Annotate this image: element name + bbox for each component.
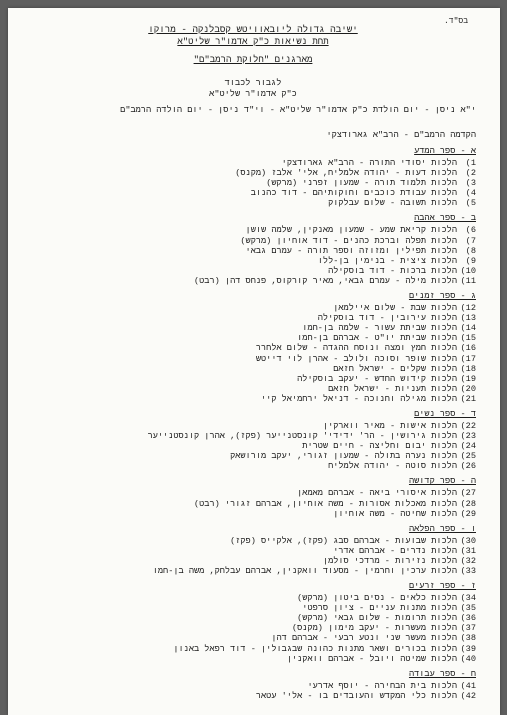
title-organizers: מארגנים "חלוקת הרמב"ם"	[193, 55, 313, 65]
document-body	[30, 16, 476, 701]
item-number: 30)	[460, 535, 476, 546]
list-item	[30, 451, 476, 461]
item-text: הלכות גירושין - הר' ידידי' קונסטנייער (פקז), אהרן קונסטנייער	[147, 431, 457, 442]
list-item	[30, 168, 476, 178]
section-heading	[30, 524, 476, 535]
section-heading	[30, 476, 476, 487]
section-heading-text: ג - ספר זמנים	[408, 291, 476, 302]
item-text: הלכות קריאת שמע - שמעון מאנקין, שלמה שושן	[245, 225, 457, 236]
item-number: 32)	[460, 555, 476, 566]
item-text: הלכות עירובין - דוד בוסקילה	[317, 313, 457, 324]
list-item	[30, 654, 476, 664]
item-number: 4)	[465, 188, 476, 199]
item-text: הלכות בכורים ושאר מתנות כהונה שבגבולין - דוד רפאל באנון	[173, 643, 457, 654]
list-item	[30, 691, 476, 701]
list-item	[30, 394, 476, 404]
list-item	[30, 303, 476, 313]
dates-line: י"א ניסן - יום הולדת כ"ק אדמו"ר שליט"א - וי"ד ניסן - יום הולדה הרמב"ם	[120, 105, 476, 115]
item-number: 8)	[465, 245, 476, 256]
item-text: הלכות תפלה וברכת כהנים - דוד אוחיון (מרקש)	[240, 235, 457, 246]
section-items	[30, 536, 476, 576]
item-number: 9)	[465, 255, 476, 266]
list-item	[30, 354, 476, 364]
honor-line-2: כ"ק אדמו"ר שליט"א	[209, 89, 297, 99]
item-text: הלכות מילה - עמרם גבאי, מאיר קורקוס, פנחס דהן (רבט)	[193, 275, 457, 286]
item-text: הלכות יסודי התורה - הרב"א גארודצקי	[281, 158, 457, 168]
section-heading	[30, 669, 476, 680]
list-item	[30, 158, 476, 168]
item-text: הלכות בית הבחירה - יוסף אדרעי	[307, 680, 457, 691]
list-item	[30, 488, 476, 498]
item-text: הלכות מתנות עניים - ציון סרפטי	[302, 603, 457, 614]
section-heading	[30, 291, 476, 302]
section-items	[30, 225, 476, 286]
section-heading	[30, 409, 476, 420]
item-number: 17)	[460, 353, 476, 364]
item-number: 40)	[460, 653, 476, 664]
list-item	[30, 633, 476, 643]
item-text: הלכות ציצית - בנימין בן-ללו	[317, 255, 457, 266]
item-number: 11)	[460, 275, 476, 286]
item-text: הלכות תרומות - שלום גבאי (מרקש)	[297, 613, 457, 624]
list-item	[30, 225, 476, 235]
item-text: הלכות כלאים - נסים ביטון (מרקש)	[297, 593, 457, 604]
list-item	[30, 603, 476, 613]
item-text: הלכות שקלים - ישראל חזאם	[333, 363, 457, 374]
list-item	[30, 556, 476, 566]
section-heading-text: א - ספר המדע	[414, 146, 476, 156]
item-number: 31)	[460, 545, 476, 556]
list-item	[30, 374, 476, 384]
list-item	[30, 593, 476, 603]
list-item	[30, 246, 476, 256]
item-text: הלכות ערכין וחרמין - מסעוד וואקנין, אברהם עבלחק, משה בן-חמו	[152, 566, 457, 576]
item-text: הלכות ברכות - דוד בוסקילה	[328, 265, 457, 276]
item-number: 41)	[460, 680, 476, 691]
item-number: 28)	[460, 498, 476, 509]
item-number: 13)	[460, 313, 476, 324]
section-heading-text: ו - ספר הפלאה	[408, 523, 476, 534]
item-number: 37)	[460, 623, 476, 634]
list-item	[30, 441, 476, 451]
item-text: הלכות שבת - שלום איילמאן	[333, 303, 457, 314]
list-item	[30, 546, 476, 556]
list-item	[30, 681, 476, 691]
item-text: הלכות תשובה - שלום עבלקוק	[328, 198, 457, 209]
list-item	[30, 256, 476, 266]
item-number: 6)	[465, 225, 476, 236]
item-number: 2)	[465, 168, 476, 179]
list-item	[30, 178, 476, 188]
item-text: הלכות חמץ ומצה ונוסח ההגדה - שלום אלחרר	[255, 343, 457, 354]
intro-line: הקדמה הרמב"ם - הרב"א גארודצקי	[326, 130, 476, 140]
section-heading-text: ח - ספר עבודה	[408, 668, 476, 679]
section-items	[30, 421, 476, 471]
item-number: 20)	[460, 383, 476, 394]
item-number: 14)	[460, 323, 476, 334]
section-items	[30, 488, 476, 518]
item-text: הלכות נדרים - אברהם אדרי	[333, 545, 457, 556]
honor-line-1: לגבור לכבוד	[224, 78, 282, 88]
item-text: הלכות נזירות - מרדכי סולמן	[322, 555, 457, 566]
item-text: הלכות כלי המקדש והעובדים בו - אלי' עטאר	[255, 690, 457, 701]
item-number: 36)	[460, 613, 476, 624]
section-heading	[30, 146, 476, 157]
item-text: הלכות מעשרות - יעקב מימון (מקנס)	[291, 623, 457, 634]
item-number: 35)	[460, 603, 476, 614]
item-text: הלכות קידוש החדש - יעקב בוסקילה	[297, 373, 457, 384]
list-item	[30, 421, 476, 431]
item-number: 42)	[460, 690, 476, 701]
list-item	[30, 644, 476, 654]
item-number: 33)	[460, 566, 476, 576]
section-heading-text: ז - ספר זרעים	[408, 581, 476, 592]
item-text: הלכות דעות - יהודה אלמליח, אלי' אלבז (מקנס)	[235, 168, 457, 179]
item-text: הלכות אישות - מאיר ווארקין	[322, 420, 457, 431]
list-item	[30, 313, 476, 323]
item-number: 34)	[460, 593, 476, 604]
item-text: הלכות שביתת עשור - שלמה בן-חמו	[302, 323, 457, 334]
item-number: 39)	[460, 643, 476, 654]
item-text: הלכות סוטה - יהודה אלמליח	[328, 461, 457, 472]
list-item	[30, 343, 476, 353]
item-text: הלכות תפילין ומזוזה וספר תורה - עמרם גבאי	[245, 245, 457, 256]
list-item	[30, 499, 476, 509]
list-item	[30, 266, 476, 276]
item-text: הלכות שחיטה - משה אוחיון	[333, 508, 457, 519]
section-heading-text: ד - ספר נשים	[414, 408, 476, 419]
item-text: הלכות תעניות - ישראל חזאם	[328, 383, 457, 394]
item-number: 19)	[460, 373, 476, 384]
item-text: הלכות נערה בתולה - שמעון זגורי, יעקב מורושאק	[230, 451, 457, 462]
item-number: 7)	[465, 235, 476, 246]
bsd-mark: בס"ד.	[444, 17, 469, 26]
list-item	[30, 461, 476, 471]
list-item	[30, 509, 476, 519]
item-number: 27)	[460, 488, 476, 499]
section-items	[30, 681, 476, 701]
section-items	[30, 303, 476, 404]
item-number: 25)	[460, 451, 476, 462]
list-item	[30, 364, 476, 374]
item-number: 38)	[460, 633, 476, 644]
item-number: 10)	[460, 265, 476, 276]
title-yeshiva: ישיבה גדולה ליובאוויטש קסבלנקה - מרוקו	[148, 24, 358, 35]
item-text: הלכות יבום וחליצה - חיים שטרית	[302, 441, 457, 452]
item-number: 24)	[460, 441, 476, 452]
section-items	[30, 158, 476, 208]
item-text: הלכות עבודת כוכבים וחוקותיהם - דוד כהנוב	[250, 188, 457, 199]
item-number: 22)	[460, 420, 476, 431]
list-item	[30, 333, 476, 343]
document-page	[8, 8, 500, 715]
section-heading	[30, 581, 476, 592]
section-heading-text: ה - ספר קדושה	[408, 476, 476, 487]
item-text: הלכות שמיטה ויובל - אברהם וואקנין	[286, 653, 457, 664]
section-heading-text: ב - ספר אהבה	[414, 213, 476, 224]
sections-list	[30, 146, 476, 701]
title-leadership: תחת נשיאות כ"ק אדמו"ר שליט"א	[177, 37, 329, 47]
item-text: הלכות מגילה וחנוכה - דניאל ירחמיאל קיי	[261, 393, 457, 404]
item-number: 15)	[460, 333, 476, 344]
list-item	[30, 384, 476, 394]
item-text: הלכות איסורי ביאה - אברהם מאמאן	[297, 488, 457, 499]
item-text: הלכות שבועות - אברהם סבג (פקז), אלקייס (פקז)	[230, 535, 457, 546]
list-item	[30, 613, 476, 623]
list-item	[30, 323, 476, 333]
item-number: 12)	[460, 303, 476, 314]
section-heading	[30, 213, 476, 224]
list-item	[30, 188, 476, 198]
list-item	[30, 623, 476, 633]
item-text: הלכות שופר וסוכה ולולב - אהרן לוי דייטש	[255, 353, 457, 364]
item-number: 26)	[460, 461, 476, 472]
list-item	[30, 431, 476, 441]
item-number: 5)	[465, 198, 476, 209]
item-number: 23)	[460, 431, 476, 442]
section-items	[30, 593, 476, 664]
list-item	[30, 236, 476, 246]
item-text: הלכות מעשר שני ונטע רבעי - אברהם דהן	[271, 633, 457, 644]
list-item	[30, 198, 476, 208]
list-item	[30, 276, 476, 286]
item-number: 3)	[465, 178, 476, 189]
item-number: 16)	[460, 343, 476, 354]
item-number: 21)	[460, 393, 476, 404]
list-item	[30, 566, 476, 576]
list-item	[30, 536, 476, 546]
item-number: 29)	[460, 508, 476, 519]
item-number: 18)	[460, 363, 476, 374]
item-text: הלכות תלמוד תורה - שמעון זפרני (מרקש)	[266, 178, 457, 189]
item-text: הלכות מאכלות אסורות - משה אוחיון, אברהם זגורי (רבט)	[193, 498, 457, 509]
item-text: הלכות שביתת יו"ט - אברהם בן-חמו	[297, 333, 457, 344]
item-number: 1)	[465, 158, 476, 168]
